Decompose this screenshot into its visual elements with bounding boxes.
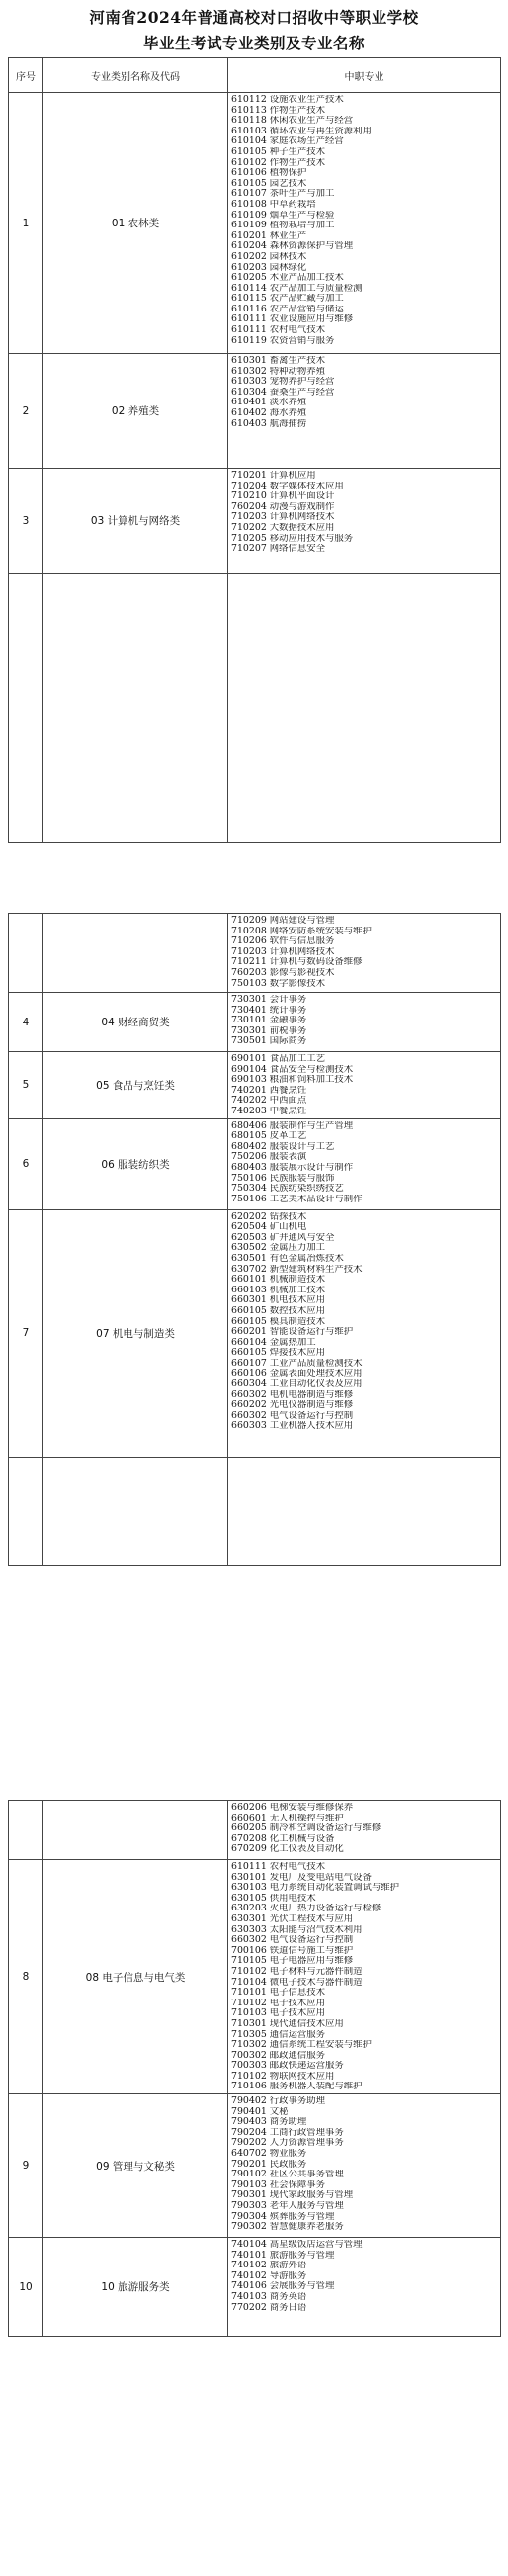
row-seq: 5 <box>9 1052 43 1119</box>
document-title-line-2: 毕业生考试专业类别及专业名称 <box>142 34 365 52</box>
major-item: 660105 焊接技术应用 <box>231 1348 326 1359</box>
major-item: 610106 植物保护 <box>231 168 307 179</box>
major-item: 730301 会计事务 <box>231 995 307 1005</box>
major-item: 610403 航海捕捞 <box>231 418 307 429</box>
major-item: 610402 海水养殖 <box>231 407 307 418</box>
major-item: 690103 粮油和饲料加工技术 <box>231 1075 354 1086</box>
major-item: 610304 蚕桑生产与经营 <box>231 387 335 398</box>
major-item: 750106 民族服装与服饰 <box>231 1173 335 1184</box>
row-seq: 8 <box>9 1860 43 2094</box>
major-item: 710210 计算机平面设计 <box>231 491 335 502</box>
major-item: 710205 移动应用技术与服务 <box>231 533 354 544</box>
row-category: 07 机电与制造类 <box>43 1209 228 1457</box>
major-item: 630702 新型建筑材料生产技术 <box>231 1264 363 1275</box>
major-item: 610104 家庭农场生产经营 <box>231 136 344 147</box>
major-item: 700303 邮政快递运营服务 <box>231 2061 344 2072</box>
major-item: 770202 商务日语 <box>231 2302 307 2313</box>
major-item: 660303 工业机器人技术应用 <box>231 1421 354 1432</box>
major-item: 750304 民族纺染织绣技艺 <box>231 1184 344 1195</box>
major-item: 630105 供用电技术 <box>231 1893 316 1904</box>
category-row <box>9 93 501 354</box>
major-item: 680406 服装制作与生产管理 <box>231 1120 354 1131</box>
row-majors <box>228 914 501 993</box>
major-item: 610105 园艺技术 <box>231 178 307 189</box>
row-majors <box>228 1457 501 1565</box>
header-seq: 序号 <box>9 58 43 93</box>
major-item: 660302 电气设备运行与控制 <box>231 1410 354 1421</box>
row-seq: 1 <box>9 93 43 354</box>
major-item: 610205 木业产品加工技术 <box>231 273 344 284</box>
category-row <box>9 993 501 1052</box>
major-item: 740203 中餐烹饪 <box>231 1106 307 1116</box>
major-item: 740101 旅游服务与管理 <box>231 2250 335 2261</box>
major-item: 660104 金属热加工 <box>231 1337 316 1348</box>
major-item: 630101 发电厂及变电站电气设备 <box>231 1872 372 1883</box>
row-category: 04 财经商贸类 <box>43 993 228 1052</box>
major-item: 790302 智慧健康养老服务 <box>231 2222 344 2233</box>
major-item: 660103 机械加工技术 <box>231 1285 326 1295</box>
row-category: 05 食品与烹饪类 <box>43 1052 228 1119</box>
major-item: 790401 文秘 <box>231 2106 289 2117</box>
major-item: 630103 电力系统自动化装置调试与维护 <box>231 1883 400 1894</box>
category-row <box>9 2238 501 2337</box>
major-item: 610102 作物生产技术 <box>231 157 326 168</box>
row-category <box>43 914 228 993</box>
major-item: 710101 电子信息技术 <box>231 1988 326 1999</box>
header-category: 专业类别名称及代码 <box>43 58 228 93</box>
major-item: 710105 电子电器应用与维修 <box>231 1956 354 1967</box>
major-item: 610105 种子生产技术 <box>231 146 326 157</box>
major-item: 610303 宠物养护与经营 <box>231 377 335 388</box>
majors-table-page-1 <box>8 57 501 843</box>
major-item: 750106 工艺美术品设计与制作 <box>231 1194 363 1204</box>
row-category <box>43 574 228 843</box>
major-item: 710203 计算机网络技术 <box>231 512 335 523</box>
major-item: 610115 农产品贮藏与加工 <box>231 294 344 305</box>
major-item: 730401 统计事务 <box>231 1005 307 1016</box>
row-seq <box>9 1801 43 1860</box>
major-item: 760204 动漫与游戏制作 <box>231 501 335 512</box>
major-item: 680402 服装设计与工艺 <box>231 1141 335 1152</box>
row-seq: 4 <box>9 993 43 1052</box>
major-item: 610108 中草药栽培 <box>231 199 316 210</box>
major-item: 740104 高星级饭店运营与管理 <box>231 2240 363 2251</box>
row-category: 01 农林类 <box>43 93 228 354</box>
major-item: 740102 旅游外语 <box>231 2261 307 2271</box>
row-majors <box>228 993 501 1052</box>
major-item: 620202 钻探技术 <box>231 1211 307 1222</box>
major-item: 710203 计算机网络技术 <box>231 946 335 957</box>
majors-table-page-3 <box>8 1800 501 2337</box>
row-category: 10 旅游服务类 <box>43 2238 228 2337</box>
major-item: 700302 邮政通信服务 <box>231 2050 326 2061</box>
row-seq: 3 <box>9 469 43 574</box>
category-row <box>9 574 501 843</box>
major-item: 610116 农产品营销与储运 <box>231 304 344 314</box>
row-seq: 9 <box>9 2094 43 2238</box>
major-item: 730501 国际商务 <box>231 1036 307 1047</box>
major-item: 660206 电梯安装与维修保养 <box>231 1803 354 1813</box>
major-item: 660202 光电仪器制造与维修 <box>231 1400 354 1411</box>
header-majors: 中职专业 <box>228 58 501 93</box>
major-item: 670209 化工仪表及自动化 <box>231 1844 344 1855</box>
category-row <box>9 1209 501 1457</box>
major-item: 610201 林业生产 <box>231 230 307 241</box>
major-item: 740201 西餐烹饪 <box>231 1085 307 1096</box>
major-item: 790402 行政事务助理 <box>231 2096 326 2107</box>
major-item: 610111 农村电气技术 <box>231 325 326 336</box>
major-item: 610113 作物生产技术 <box>231 105 326 116</box>
row-seq <box>9 574 43 843</box>
major-item: 790204 工商行政管理事务 <box>231 2127 344 2138</box>
row-majors <box>228 2238 501 2337</box>
major-item: 710305 通信运营服务 <box>231 2029 326 2040</box>
row-seq: 7 <box>9 1209 43 1457</box>
major-item: 710211 计算机与数码设备维修 <box>231 957 363 968</box>
major-item: 680105 皮革工艺 <box>231 1131 307 1142</box>
major-item: 790301 现代家政服务与管理 <box>231 2190 354 2201</box>
row-category: 06 服装纺织类 <box>43 1118 228 1209</box>
major-item: 710102 物联网技术应用 <box>231 2071 335 2082</box>
major-item: 610114 农产品加工与质量检测 <box>231 283 363 294</box>
major-item: 610111 农村电气技术 <box>231 1862 326 1872</box>
major-item: 610119 农资营销与服务 <box>231 335 335 346</box>
major-item: 710301 现代通信技术应用 <box>231 2018 344 2029</box>
major-item: 710202 大数据技术应用 <box>231 522 335 533</box>
category-row <box>9 1052 501 1119</box>
major-item: 710204 数字媒体技术应用 <box>231 481 344 491</box>
major-item: 610401 淡水养殖 <box>231 398 307 408</box>
row-majors <box>228 1118 501 1209</box>
major-item: 630203 火电厂热力设备运行与检修 <box>231 1904 381 1914</box>
major-item: 710103 电子技术应用 <box>231 2008 326 2019</box>
major-item: 740103 商务英语 <box>231 2292 307 2303</box>
major-item: 660205 制冷和空调设备运行与维修 <box>231 1823 381 1834</box>
major-item: 660106 金属表面处理技术应用 <box>231 1369 363 1379</box>
major-item: 710102 电子技术应用 <box>231 1998 326 2008</box>
major-item: 710102 电子材料与元器件制造 <box>231 1966 363 1977</box>
category-row <box>9 354 501 469</box>
major-item: 790201 民政服务 <box>231 2159 307 2170</box>
major-item: 660302 电气设备运行与控制 <box>231 1935 354 1946</box>
major-item: 620504 矿山机电 <box>231 1222 307 1233</box>
major-item: 710206 软件与信息服务 <box>231 936 335 947</box>
major-item: 610118 休闲农业生产与经营 <box>231 116 354 127</box>
major-item: 660105 模具制造技术 <box>231 1316 326 1327</box>
major-item: 740106 会展服务与管理 <box>231 2281 335 2292</box>
major-item: 660301 机电技术应用 <box>231 1295 326 1306</box>
category-row <box>9 2094 501 2238</box>
row-category: 03 计算机与网络类 <box>43 469 228 574</box>
document-title-line-1: 河南省2024年普通高校对口招收中等职业学校 <box>89 8 419 27</box>
major-item: 610109 烟草生产与检验 <box>231 210 335 221</box>
major-item: 610107 茶叶生产与加工 <box>231 189 335 200</box>
row-seq: 2 <box>9 354 43 469</box>
major-item: 660105 数控技术应用 <box>231 1305 326 1316</box>
row-majors <box>228 1209 501 1457</box>
row-majors <box>228 1052 501 1119</box>
major-item: 700106 铁道信号施工与维护 <box>231 1945 354 1956</box>
major-item: 750103 数字影像技术 <box>231 978 326 989</box>
major-item: 610112 设施农业生产技术 <box>231 95 344 105</box>
major-item: 660101 机械制造技术 <box>231 1275 326 1286</box>
major-item: 790303 老年人服务与管理 <box>231 2201 344 2211</box>
category-row <box>9 1457 501 1565</box>
major-item: 790304 殡葬服务与管理 <box>231 2211 335 2222</box>
row-majors <box>228 2094 501 2238</box>
category-row <box>9 1801 501 1860</box>
major-item: 740202 中西面点 <box>231 1096 307 1107</box>
major-item: 630502 金属压力加工 <box>231 1243 326 1254</box>
row-category: 02 养殖类 <box>43 354 228 469</box>
major-item: 790102 社区公共事务管理 <box>231 2170 344 2180</box>
category-row <box>9 469 501 574</box>
major-item: 670208 化工机械与设备 <box>231 1833 335 1844</box>
row-majors <box>228 469 501 574</box>
major-item: 710209 网站建设与管理 <box>231 916 335 926</box>
major-item: 660601 无人机操控与维护 <box>231 1813 344 1823</box>
row-seq: 6 <box>9 1118 43 1209</box>
major-item: 610301 畜禽生产技术 <box>231 356 326 366</box>
major-item: 660302 电机电器制造与维修 <box>231 1389 354 1400</box>
major-item: 710208 网络安防系统安装与维护 <box>231 926 372 936</box>
major-item: 710302 通信系统工程安装与维护 <box>231 2040 372 2051</box>
row-majors <box>228 354 501 469</box>
major-item: 740102 导游服务 <box>231 2270 307 2281</box>
major-item: 630303 太阳能与沼气技术利用 <box>231 1924 363 1935</box>
row-category: 08 电子信息与电气类 <box>43 1860 228 2094</box>
row-majors <box>228 1801 501 1860</box>
major-item: 610203 园林绿化 <box>231 262 307 273</box>
major-item: 690104 食品安全与检测技术 <box>231 1064 354 1075</box>
major-item: 710207 网络信息安全 <box>231 544 326 555</box>
major-item: 660304 工业自动化仪表及应用 <box>231 1379 363 1390</box>
major-item: 760203 影像与影视技术 <box>231 967 335 978</box>
row-seq: 10 <box>9 2238 43 2337</box>
major-item: 710106 服务机器人装配与维护 <box>231 2082 363 2092</box>
category-row <box>9 914 501 993</box>
major-item: 640702 物业服务 <box>231 2149 307 2160</box>
row-category <box>43 1801 228 1860</box>
major-item: 660201 智能设备运行与维护 <box>231 1327 354 1338</box>
major-item: 790103 社会保障事务 <box>231 2179 326 2190</box>
category-row <box>9 1860 501 2094</box>
row-majors <box>228 574 501 843</box>
major-item: 730301 前税事务 <box>231 1025 307 1036</box>
row-majors <box>228 1860 501 2094</box>
major-item: 690101 食品加工工艺 <box>231 1054 326 1064</box>
major-item: 610302 特种动物养殖 <box>231 366 326 377</box>
category-row <box>9 1118 501 1209</box>
table-header-row <box>9 58 501 93</box>
major-item: 630501 有色金属冶炼技术 <box>231 1253 344 1264</box>
major-item: 610204 森林资源保护与管理 <box>231 241 354 252</box>
row-seq <box>9 914 43 993</box>
major-item: 610202 园林技术 <box>231 251 307 262</box>
row-seq <box>9 1457 43 1565</box>
row-category <box>43 1457 228 1565</box>
major-item: 610103 循环农业与再生资源利用 <box>231 126 372 136</box>
major-item: 630301 光伏工程技术与应用 <box>231 1913 354 1924</box>
major-item: 730101 金融事务 <box>231 1016 307 1026</box>
major-item: 710104 微电子技术与器件制造 <box>231 1977 363 1988</box>
majors-table-page-2 <box>8 913 501 1566</box>
major-item: 660107 工业产品质量检测技术 <box>231 1358 363 1369</box>
row-majors <box>228 93 501 354</box>
major-item: 750206 服装表演 <box>231 1152 307 1163</box>
major-item: 710201 计算机应用 <box>231 471 316 481</box>
major-item: 680403 服装展示设计与制作 <box>231 1162 354 1173</box>
major-item: 790202 人力资源管理事务 <box>231 2138 344 2149</box>
major-item: 790403 商务助理 <box>231 2117 307 2128</box>
row-category: 09 管理与文秘类 <box>43 2094 228 2238</box>
major-item: 610109 植物栽培与加工 <box>231 221 335 231</box>
major-item: 620503 矿井通风与安全 <box>231 1232 335 1243</box>
major-item: 610111 农业设施应用与维修 <box>231 314 354 325</box>
